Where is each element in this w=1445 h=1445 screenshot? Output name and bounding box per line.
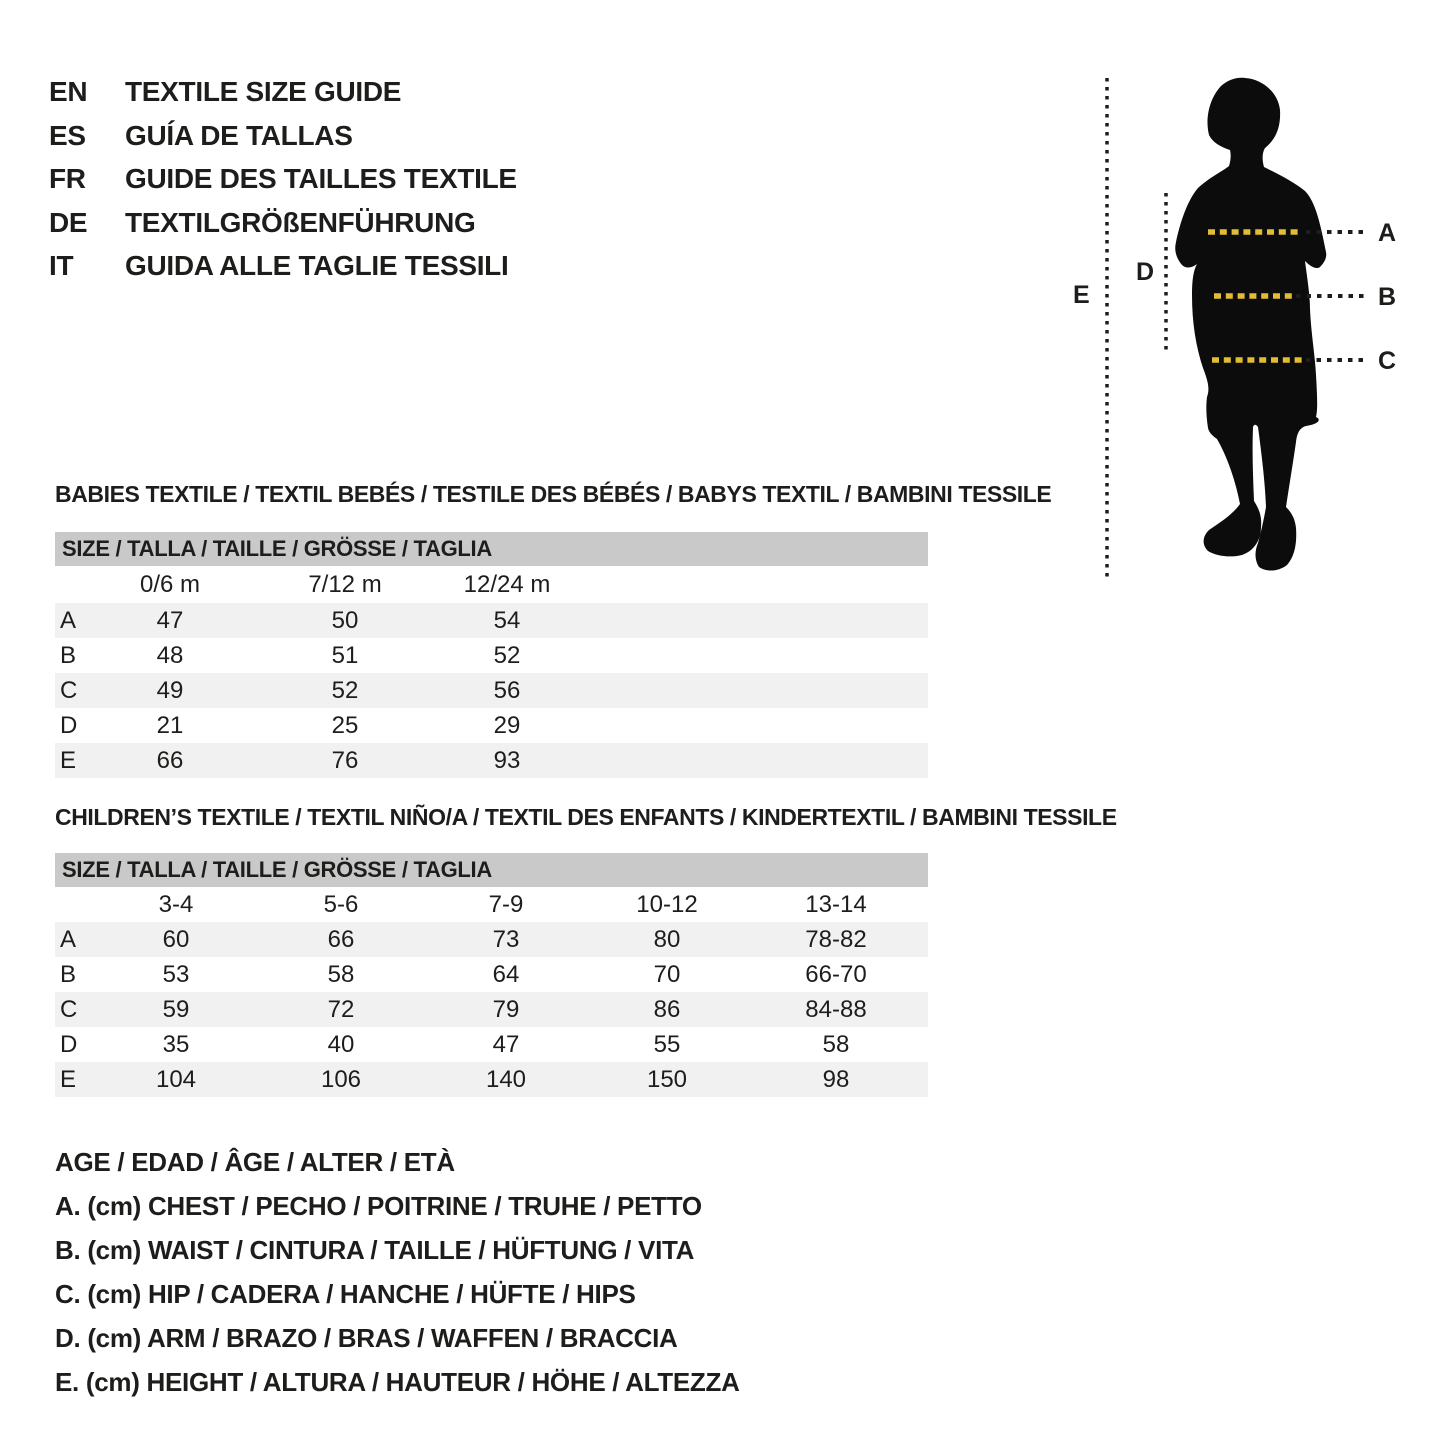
guide-title: GUIDA ALLE TAGLIE TESSILI xyxy=(125,250,509,281)
size-value: 52 xyxy=(493,641,521,669)
children-size-table xyxy=(55,853,928,1097)
size-value: 79 xyxy=(492,995,520,1023)
legend-line-waist: B. (cm) WAIST / CINTURA / TAILLE / HÜFTUNG / VITA xyxy=(55,1235,695,1265)
size-value: 29 xyxy=(493,711,521,739)
row-label: E xyxy=(60,1065,77,1093)
measurement-legend xyxy=(55,1140,740,1404)
size-value: 54 xyxy=(493,606,521,634)
size-value: 73 xyxy=(492,925,520,953)
size-value: 49 xyxy=(156,676,184,704)
column-header: 0/6 m xyxy=(139,570,201,598)
column-header-row xyxy=(55,887,928,922)
size-value: 47 xyxy=(492,1030,520,1058)
table-row xyxy=(55,743,928,778)
figure-label-d: D xyxy=(1136,258,1155,286)
size-value: 86 xyxy=(653,995,681,1023)
size-value: 59 xyxy=(162,995,190,1023)
legend-line-age: AGE / EDAD / ÂGE / ALTER / ETÀ xyxy=(55,1147,455,1177)
size-value: 84-88 xyxy=(805,995,867,1023)
language-row xyxy=(49,157,517,201)
size-header-bar: SIZE / TALLA / TAILLE / GRÖSSE / TAGLIA xyxy=(55,853,928,887)
table-row xyxy=(55,638,928,673)
size-value: 58 xyxy=(822,1030,850,1058)
size-value: 66-70 xyxy=(805,960,867,988)
size-value: 21 xyxy=(156,711,184,739)
size-value: 76 xyxy=(331,746,359,774)
column-header: 10-12 xyxy=(636,890,698,918)
size-value: 66 xyxy=(327,925,355,953)
figure-label-e: E xyxy=(1073,281,1090,309)
table-row xyxy=(55,603,928,638)
language-code: DE xyxy=(49,206,88,238)
size-value: 51 xyxy=(331,641,359,669)
babies-section-title: BABIES TEXTILE / TEXTIL BEBÉS / TESTILE DES BÉBÉS / BABYS TEXTIL / BAMBINI TESSILE xyxy=(55,481,1052,507)
table-row xyxy=(55,957,928,992)
size-value: 66 xyxy=(156,746,184,774)
size-value: 25 xyxy=(331,711,359,739)
row-label: E xyxy=(60,746,77,774)
language-row xyxy=(49,201,517,245)
guide-title: TEXTILGRÖßENFÜHRUNG xyxy=(125,206,476,238)
table-row xyxy=(55,1027,928,1062)
size-value: 98 xyxy=(822,1065,850,1093)
row-label: C xyxy=(60,676,78,704)
row-label: B xyxy=(60,960,77,988)
column-header: 3-4 xyxy=(158,890,194,918)
table-row xyxy=(55,922,928,957)
guide-title: GUIDE DES TAILLES TEXTILE xyxy=(125,163,517,194)
legend-line-hip: C. (cm) HIP / CADERA / HANCHE / HÜFTE / HIPS xyxy=(55,1279,636,1309)
size-value: 48 xyxy=(156,641,184,669)
language-code: ES xyxy=(49,119,86,151)
legend-line-arm: D. (cm) ARM / BRAZO / BRAS / WAFFEN / BRACCIA xyxy=(55,1323,678,1353)
size-value: 53 xyxy=(162,960,190,988)
size-value: 106 xyxy=(320,1065,362,1093)
figure-label-a: A xyxy=(1378,219,1397,247)
row-label: D xyxy=(60,711,78,739)
children-section-title: CHILDREN’S TEXTILE / TEXTIL NIÑO/A / TEXTIL DES ENFANTS / KINDERTEXTIL / BAMBINI TESSILE xyxy=(55,804,1117,830)
size-header-bar: SIZE / TALLA / TAILLE / GRÖSSE / TAGLIA xyxy=(55,532,928,566)
column-header: 7-9 xyxy=(488,890,524,918)
row-label: D xyxy=(60,1030,78,1058)
table-row xyxy=(55,673,928,708)
size-value: 55 xyxy=(653,1030,681,1058)
size-value: 70 xyxy=(653,960,681,988)
size-value: 35 xyxy=(162,1030,190,1058)
row-label: C xyxy=(60,995,78,1023)
language-code: FR xyxy=(49,163,86,194)
size-value: 64 xyxy=(492,960,520,988)
size-value: 140 xyxy=(485,1065,527,1093)
language-row xyxy=(49,70,517,114)
figure-label-c: C xyxy=(1378,347,1397,375)
row-label: A xyxy=(60,606,77,634)
column-header: 12/24 m xyxy=(463,570,551,598)
babies-size-table xyxy=(55,532,928,778)
size-value: 60 xyxy=(162,925,190,953)
column-header: 5-6 xyxy=(323,890,359,918)
measurement-figure xyxy=(1040,55,1445,595)
child-silhouette-icon xyxy=(1175,78,1326,571)
language-code: IT xyxy=(49,250,74,281)
language-title-list xyxy=(49,70,517,288)
size-value: 93 xyxy=(493,746,521,774)
size-value: 104 xyxy=(155,1065,197,1093)
column-header-row xyxy=(55,566,928,603)
language-code: EN xyxy=(49,76,88,107)
size-value: 58 xyxy=(327,960,355,988)
table-row xyxy=(55,992,928,1027)
row-label: B xyxy=(60,641,77,669)
size-value: 72 xyxy=(327,995,355,1023)
row-label: A xyxy=(60,925,77,953)
size-value: 47 xyxy=(156,606,184,634)
size-value: 52 xyxy=(331,676,359,704)
table-row xyxy=(55,1062,928,1097)
size-value: 150 xyxy=(646,1065,688,1093)
size-value: 80 xyxy=(653,925,681,953)
figure-label-b: B xyxy=(1378,283,1397,311)
guide-title: TEXTILE SIZE GUIDE xyxy=(125,76,402,107)
legend-line-height: E. (cm) HEIGHT / ALTURA / HAUTEUR / HÖHE / ALTEZZA xyxy=(55,1367,740,1397)
column-header: 7/12 m xyxy=(308,570,382,598)
column-header: 13-14 xyxy=(805,890,867,918)
table-row xyxy=(55,708,928,743)
size-value: 40 xyxy=(327,1030,355,1058)
guide-title: GUÍA DE TALLAS xyxy=(125,119,353,151)
language-row xyxy=(49,114,517,158)
size-value: 50 xyxy=(331,606,359,634)
language-row xyxy=(49,244,517,288)
legend-line-chest: A. (cm) CHEST / PECHO / POITRINE / TRUHE / PETTO xyxy=(55,1191,702,1221)
size-value: 78-82 xyxy=(805,925,867,953)
size-value: 56 xyxy=(493,676,521,704)
